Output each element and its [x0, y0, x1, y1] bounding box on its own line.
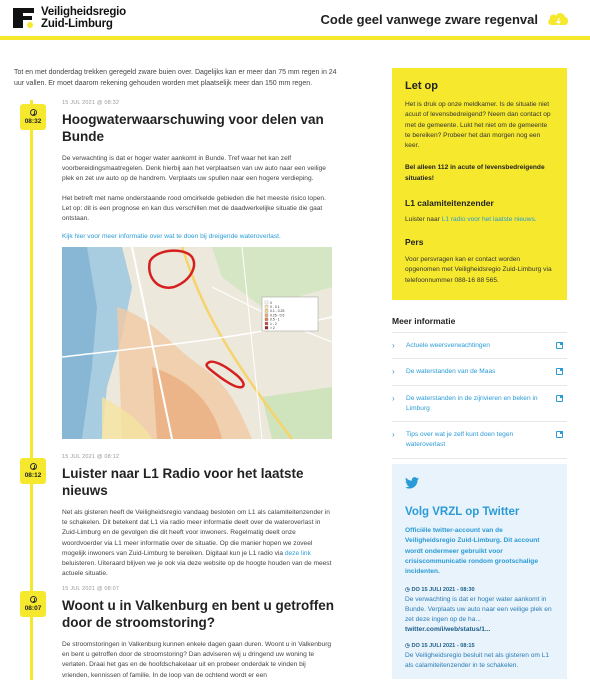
chevron-right-icon: › [392, 367, 395, 377]
time-badge [20, 458, 46, 484]
intro-text: Tot en met donderdag trekken geregeld zware buien over. Dagelijks kan er meer dan 75 mm regen in 24 uur vallen. Er moet daarom rekening gehouden worden met plaatselijk meer dan 150 mm regen. [14, 69, 337, 87]
tweet-text: De verwachting is dat er hoger water aankomt in Bunde. Verplaats uw auto naar een veilige plek en zet deze ingen op de ha... [405, 596, 552, 624]
logo-line-2: Zuid-Limburg [41, 18, 113, 30]
site-header [0, 0, 590, 40]
legend-swatch [265, 322, 268, 325]
pers-title: Pers [405, 237, 424, 248]
external-link-icon [556, 431, 563, 438]
legend-swatch [265, 318, 268, 321]
external-link-icon [556, 368, 563, 375]
legend-label: 0 - 0.1 [270, 305, 280, 309]
item-date: 15 JUL 2021 @ 08:12 [62, 454, 120, 460]
l1-radio-panel-link[interactable]: L1 radio voor het laatste nieuws. [441, 216, 537, 224]
item-title: Woont u in Valkenburg en bent u getroffen door de stroomstoring? [62, 598, 334, 630]
l1-prefix: Luister naar [405, 216, 442, 224]
let-op-panel [392, 68, 567, 300]
clock-icon [30, 596, 37, 603]
badge-time: 08:32 [24, 118, 42, 125]
meer-info-label: De waterstanden van de Maas [406, 368, 496, 376]
logo-icon [12, 6, 36, 30]
chevron-right-icon: › [392, 393, 395, 403]
flood-map-image [62, 247, 332, 439]
pers-text: Voor persvragen kan er contact worden opgenomen met Veiligheidsregio Zuid-Limburg via telefoonnummer 088-16 88 565. [405, 256, 552, 284]
paragraph-text: beluisteren. Uiteraard blijven we je ook via deze website op de hoogte houden van de meest actuele situatie. [62, 560, 332, 578]
legend-label: 0.5 - 1 [270, 317, 280, 322]
legend-swatch [265, 305, 268, 308]
timeline-item [62, 100, 334, 240]
storm-cloud-icon [546, 9, 570, 29]
item-paragraph: De verwachting is dat er hoger water aankomt in Bunde. Tref waar het kan zelf voorbereidingsmaatregelen. Denk hierbij aan het verplaatsen van uw auto naar een veilige plek en zet uw auto op de handrem. Verplaats uw spullen naar een hogere verdieping. [62, 155, 326, 183]
flood-map [62, 247, 332, 439]
item-date: 15 JUL 2021 @ 08:32 [62, 100, 120, 106]
badge-time: 08:12 [24, 472, 42, 479]
let-op-112-warning: Bel alleen 112 in acute of levensbedreigende situaties! [405, 164, 545, 182]
item-date: 15 JUL 2021 @ 08:07 [62, 586, 120, 592]
external-link-icon [556, 342, 563, 349]
legend-label: 0.25 - 0.5 [270, 313, 285, 318]
item-paragraph: De stroomstoringen in Valkenburg kunnen enkele dagen gaan duren. Woont u in Valkenburg en bent u getroffen door de stroomstoring? Dan adviseren wij u dringend uw woning te verlaten. Draai het gas en de hoofdschakelaar uit en probeer onderdak te vinden bij vrienden, kennissen of familie. In de loop van de ochtend wordt er een [62, 641, 332, 679]
meer-info-item-zijrivieren[interactable] [392, 385, 567, 422]
legend-label: > 2 [270, 326, 275, 330]
meer-info-item-tips[interactable] [392, 421, 567, 459]
tweet-text: De Veiligheidsregio besluit net als gisteren om L1 als calamiteitenzender in te schakelen. [405, 652, 550, 670]
l1-text [405, 216, 554, 223]
let-op-title: Let op [405, 80, 438, 92]
l1-title: L1 calamiteitenzender [405, 198, 494, 209]
clock-icon [30, 109, 37, 116]
tweet-link[interactable]: twitter.com/i/web/status/1... [405, 626, 491, 634]
twitter-panel [392, 464, 567, 679]
meer-info-label: De waterstanden in de zijrivieren en beken in Limburg [406, 394, 538, 412]
item-paragraph: Het betreft met name onderstaande rood omcirkelde gebieden die het meeste risico lopen. Let op: dit is een prognose en kan dus verschillen met de daadwerkelijke situatie die gaat ontstaan. [62, 194, 326, 223]
timeline-item [62, 586, 334, 681]
alert-title: Code geel vanwege zware regenval [320, 12, 538, 27]
chevron-right-icon: › [392, 341, 395, 350]
clock-icon [30, 463, 37, 470]
tweet[interactable] [405, 587, 554, 633]
item-title: Luister naar L1 Radio voor het laatste nieuws [62, 466, 304, 498]
twitter-title[interactable]: Volg VRZL op Twitter [405, 506, 520, 518]
chevron-right-icon: › [392, 430, 395, 440]
meer-info-label: Actuele weersverwachtingen [406, 342, 490, 349]
let-op-text: Het is druk op onze meldkamer. Is de situatie niet acuut of levensbedreigend? Neem dan contact op met de gemeente. Lukt het niet om de gemeente te bereiken? Probeer het dan morgen nog een keer. [405, 101, 551, 150]
tweet-date [405, 587, 554, 593]
badge-time: 08:07 [24, 605, 42, 612]
logo[interactable] [12, 6, 126, 30]
tweet-date [405, 643, 554, 649]
wateroverlast-info-link[interactable]: Kijk hier voor meer informatie over wat te doen bij dreigende wateroverlast. [62, 233, 281, 241]
legend-swatch [265, 314, 268, 317]
logo-line-1: Veiligheidsregio [41, 6, 126, 18]
timeline-item [62, 454, 334, 579]
meer-info-item-maas[interactable] [392, 358, 567, 384]
legend-label: 0 [270, 300, 272, 305]
legend-label: 0.1 - 0.25 [270, 309, 285, 314]
time-badge [20, 104, 46, 130]
tweet[interactable] [405, 643, 554, 671]
time-badge [20, 591, 46, 617]
meer-informatie-list [392, 332, 567, 459]
legend-label: 1 - 2 [270, 321, 277, 326]
external-link-icon [556, 395, 563, 402]
legend-swatch [265, 301, 268, 304]
meer-info-item-weer[interactable] [392, 332, 567, 358]
meer-info-label: Tips over wat je zelf kunt doen tegen wateroverlast [406, 431, 514, 449]
item-title: Hoogwaterwaarschuwing voor delen van Bunde [62, 112, 324, 144]
clock-icon: ◷ [405, 643, 410, 650]
item-paragraph [62, 508, 334, 579]
meer-informatie-title: Meer informatie [392, 316, 456, 326]
l1-radio-link[interactable]: deze link [284, 549, 311, 557]
tweet-date-text: DO 15 JULI 2021 - 08:15 [411, 643, 475, 650]
paragraph-text: Net als gisteren heeft de Veiligheidsregio vandaag besloten om L1 als calamiteitenzender in te schakelen. Dit betekent dat L1 via radio meer informatie deelt over de wateroverlast in Zuid-Limburg en de gevolgen die dit heeft voor inwoners. Regelmatig deelt onze woordvoerder via L1 meer informatie over de situatie. Op die manier hopen we zoveel mogelijk inwoners van Zuid-Limburg te bereiken. Digitaal kun je L1 radio via [62, 509, 330, 557]
legend-swatch [265, 309, 268, 312]
tweet-date-text: DO 15 JULI 2021 - 08:30 [411, 587, 475, 594]
twitter-description: Officiële twitter-account van de Veiligheidsregio Zuid-Limburg. Dit account wordt ondermeer gebruikt voor crisiscommunicatie rondom grootschalige incidenten. [405, 527, 540, 576]
legend-swatch [265, 326, 268, 329]
clock-icon: ◷ [405, 587, 410, 594]
twitter-icon [405, 477, 419, 489]
